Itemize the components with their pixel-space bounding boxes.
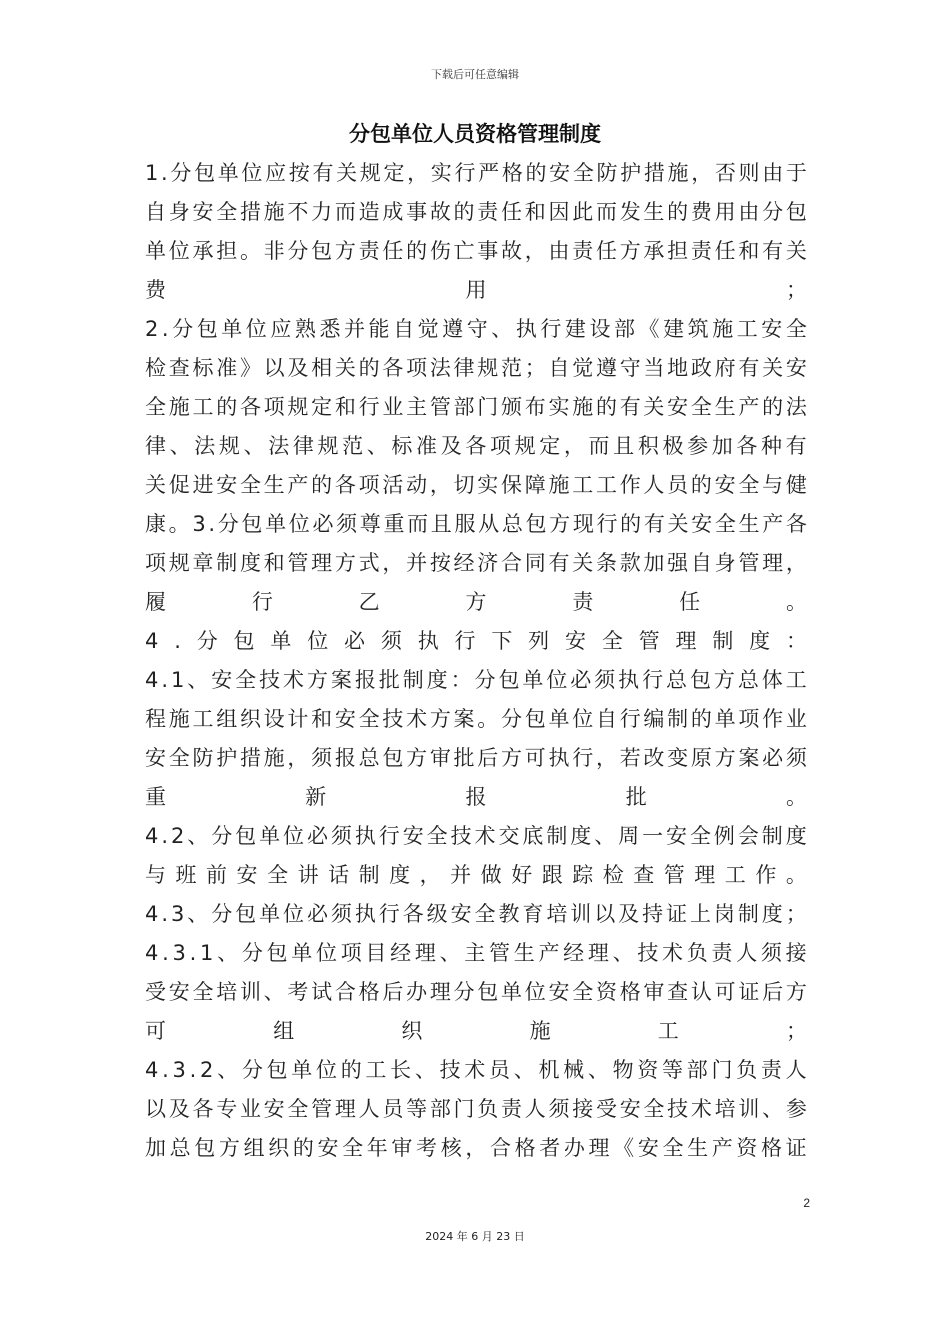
body-line: 2 . 分 包 单 位 应 熟 悉 并 能 自 觉 遵 守 、 执 行 建 设 部 《 建 筑 施 工 安 全 [145, 317, 807, 341]
body-line: 4 . 2 、 分 包 单 位 必 须 执 行 安 全 技 术 交 底 制 度 、 周 一 安 全 例 会 制 度 [145, 824, 807, 848]
body-line: 自 身 安 全 措 施 不 力 而 造 成 事 故 的 责 任 和 因 此 而 发 生 的 费 用 由 分 包 [145, 200, 807, 224]
body-line: 4 . 1 、 安 全 技 术 方 案 报 批 制 度 ： 分 包 单 位 必 须 执 行 总 包 方 总 体 工 [145, 668, 807, 692]
body-line: 1 . 分 包 单 位 应 按 有 关 规 定 ， 实 行 严 格 的 安 全 防 护 措 施 ， 否 则 由 于 [145, 161, 807, 185]
footer-date: 2024 年 6 月 23 日 [425, 1230, 525, 1243]
body-line: 关 促 进 安 全 生 产 的 各 项 活 动 ， 切 实 保 障 施 工 工 作 人 员 的 安 全 与 健 [145, 473, 807, 497]
body-line: 4 . 3 . 1 、 分 包 单 位 项 目 经 理 、 主 管 生 产 经 理 、 技 术 负 责 人 须 接 [145, 941, 807, 965]
body-line: 4 . 3 、 分 包 单 位 必 须 执 行 各 级 安 全 教 育 培 训 以 及 持 证 上 岗 制 度 ； [145, 902, 807, 926]
page-number: 2 [803, 1196, 810, 1210]
body-line: 重 新 报 批 。 [145, 785, 807, 809]
document-body [145, 154, 807, 1168]
body-line: 检 查 标 准 》 以 及 相 关 的 各 项 法 律 规 范 ； 自 觉 遵 守 当 地 政 府 有 关 安 [145, 356, 807, 380]
body-line: 受 安 全 培 训 、 考 试 合 格 后 办 理 分 包 单 位 安 全 资 格 审 查 认 可 证 后 方 [145, 980, 807, 1004]
body-line: 履 行 乙 方 责 任 。 [145, 590, 807, 614]
body-line: 程 施 工 组 织 设 计 和 安 全 技 术 方 案 。 分 包 单 位 自 行 编 制 的 单 项 作 业 [145, 707, 807, 731]
body-line: 与 班 前 安 全 讲 话 制 度 ， 并 做 好 跟 踪 检 查 管 理 工 作 。 [145, 863, 807, 887]
body-line: 律 、 法 规 、 法 律 规 范 、 标 准 及 各 项 规 定 ， 而 且 积 极 参 加 各 种 有 [145, 434, 807, 458]
body-line: 可 组 织 施 工 ； [145, 1019, 807, 1043]
body-line: 4 . 3 . 2 、 分 包 单 位 的 工 长 、 技 术 员 、 机 械 、 物 资 等 部 门 负 责 人 [145, 1058, 807, 1082]
body-line: 单 位 承 担 。 非 分 包 方 责 任 的 伤 亡 事 故 ， 由 责 任 方 承 担 责 任 和 有 关 [145, 239, 807, 263]
body-line: 康 。 3 . 分 包 单 位 必 须 尊 重 而 且 服 从 总 包 方 现 行 的 有 关 安 全 生 产 各 [145, 512, 807, 536]
body-line: 4 . 分 包 单 位 必 须 执 行 下 列 安 全 管 理 制 度 ： [145, 629, 807, 653]
header-note: 下载后可任意编辑 [431, 68, 519, 81]
body-line: 以 及 各 专 业 安 全 管 理 人 员 等 部 门 负 责 人 须 接 受 安 全 技 术 培 训 、 参 [145, 1097, 807, 1121]
document-title: 分包单位人员资格管理制度 [349, 122, 601, 146]
body-line: 加 总 包 方 组 织 的 安 全 年 审 考 核 ， 合 格 者 办 理 《 安 全 生 产 资 格 证 [145, 1136, 807, 1160]
body-line: 安 全 防 护 措 施 ， 须 报 总 包 方 审 批 后 方 可 执 行 ， 若 改 变 原 方 案 必 须 [145, 746, 807, 770]
body-line: 费 用 ； [145, 278, 807, 302]
body-line: 全 施 工 的 各 项 规 定 和 行 业 主 管 部 门 颁 布 实 施 的 有 关 安 全 生 产 的 法 [145, 395, 807, 419]
body-line: 项 规 章 制 度 和 管 理 方 式 ， 并 按 经 济 合 同 有 关 条 款 加 强 自 身 管 理 ， [145, 551, 807, 575]
